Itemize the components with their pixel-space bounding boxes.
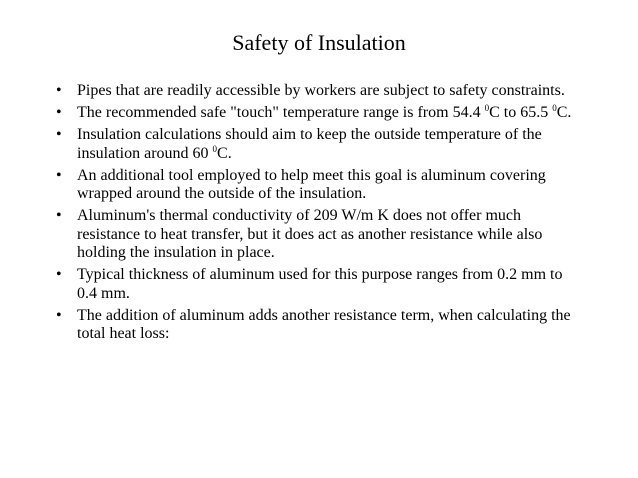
bullet-text: Typical thickness of aluminum used for this purpose ranges from 0.2 mm to 0.4 mm. <box>77 266 563 302</box>
bullet-dot-icon: • <box>56 126 62 143</box>
bullet-item <box>52 104 582 123</box>
bullet-text: C. <box>217 144 232 162</box>
bullet-text: The addition of aluminum adds another resistance term, when calculating the total heat loss: <box>77 306 571 342</box>
bullet-dot-icon: • <box>56 166 62 184</box>
bullet-text: Pipes that are readily accessible by workers are subject to safety constraints. <box>77 82 565 99</box>
bullet-item <box>52 307 582 344</box>
bullet-dot-icon: • <box>56 266 62 283</box>
bullet-text: C. <box>556 104 572 121</box>
bullet-text: Insulation calculations should aim to keep the outside temperature of the insulation around 60 <box>77 126 542 162</box>
bullet-dot-icon: • <box>56 82 62 99</box>
bullet-text: Aluminum's thermal conductivity of 209 W/m K does not offer much resistance to heat transfer, but it does act as another resistance while also holding the insulation in place. <box>77 207 543 261</box>
bullet-item <box>52 207 582 263</box>
bullet-text: The recommended safe "touch" temperature range is from 54.4 <box>77 104 485 121</box>
degree-superscript: 0 <box>552 103 557 113</box>
bullet-list <box>52 82 582 347</box>
slide-title: Safety of Insulation <box>232 30 406 55</box>
bullet-text: C to 65.5 <box>489 104 553 121</box>
bullet-dot-icon: • <box>56 306 62 324</box>
degree-superscript: 0 <box>484 103 490 113</box>
bullet-item <box>52 167 582 204</box>
bullet-item <box>52 126 582 163</box>
bullet-text: An additional tool employed to help meet this goal is aluminum covering wrapped around the outside of the insulation. <box>77 166 546 202</box>
bullet-dot-icon: • <box>56 104 62 121</box>
bullet-item <box>52 82 582 101</box>
bullet-item <box>52 266 582 303</box>
bullet-dot-icon: • <box>56 207 62 224</box>
degree-superscript: 0 <box>212 143 218 154</box>
